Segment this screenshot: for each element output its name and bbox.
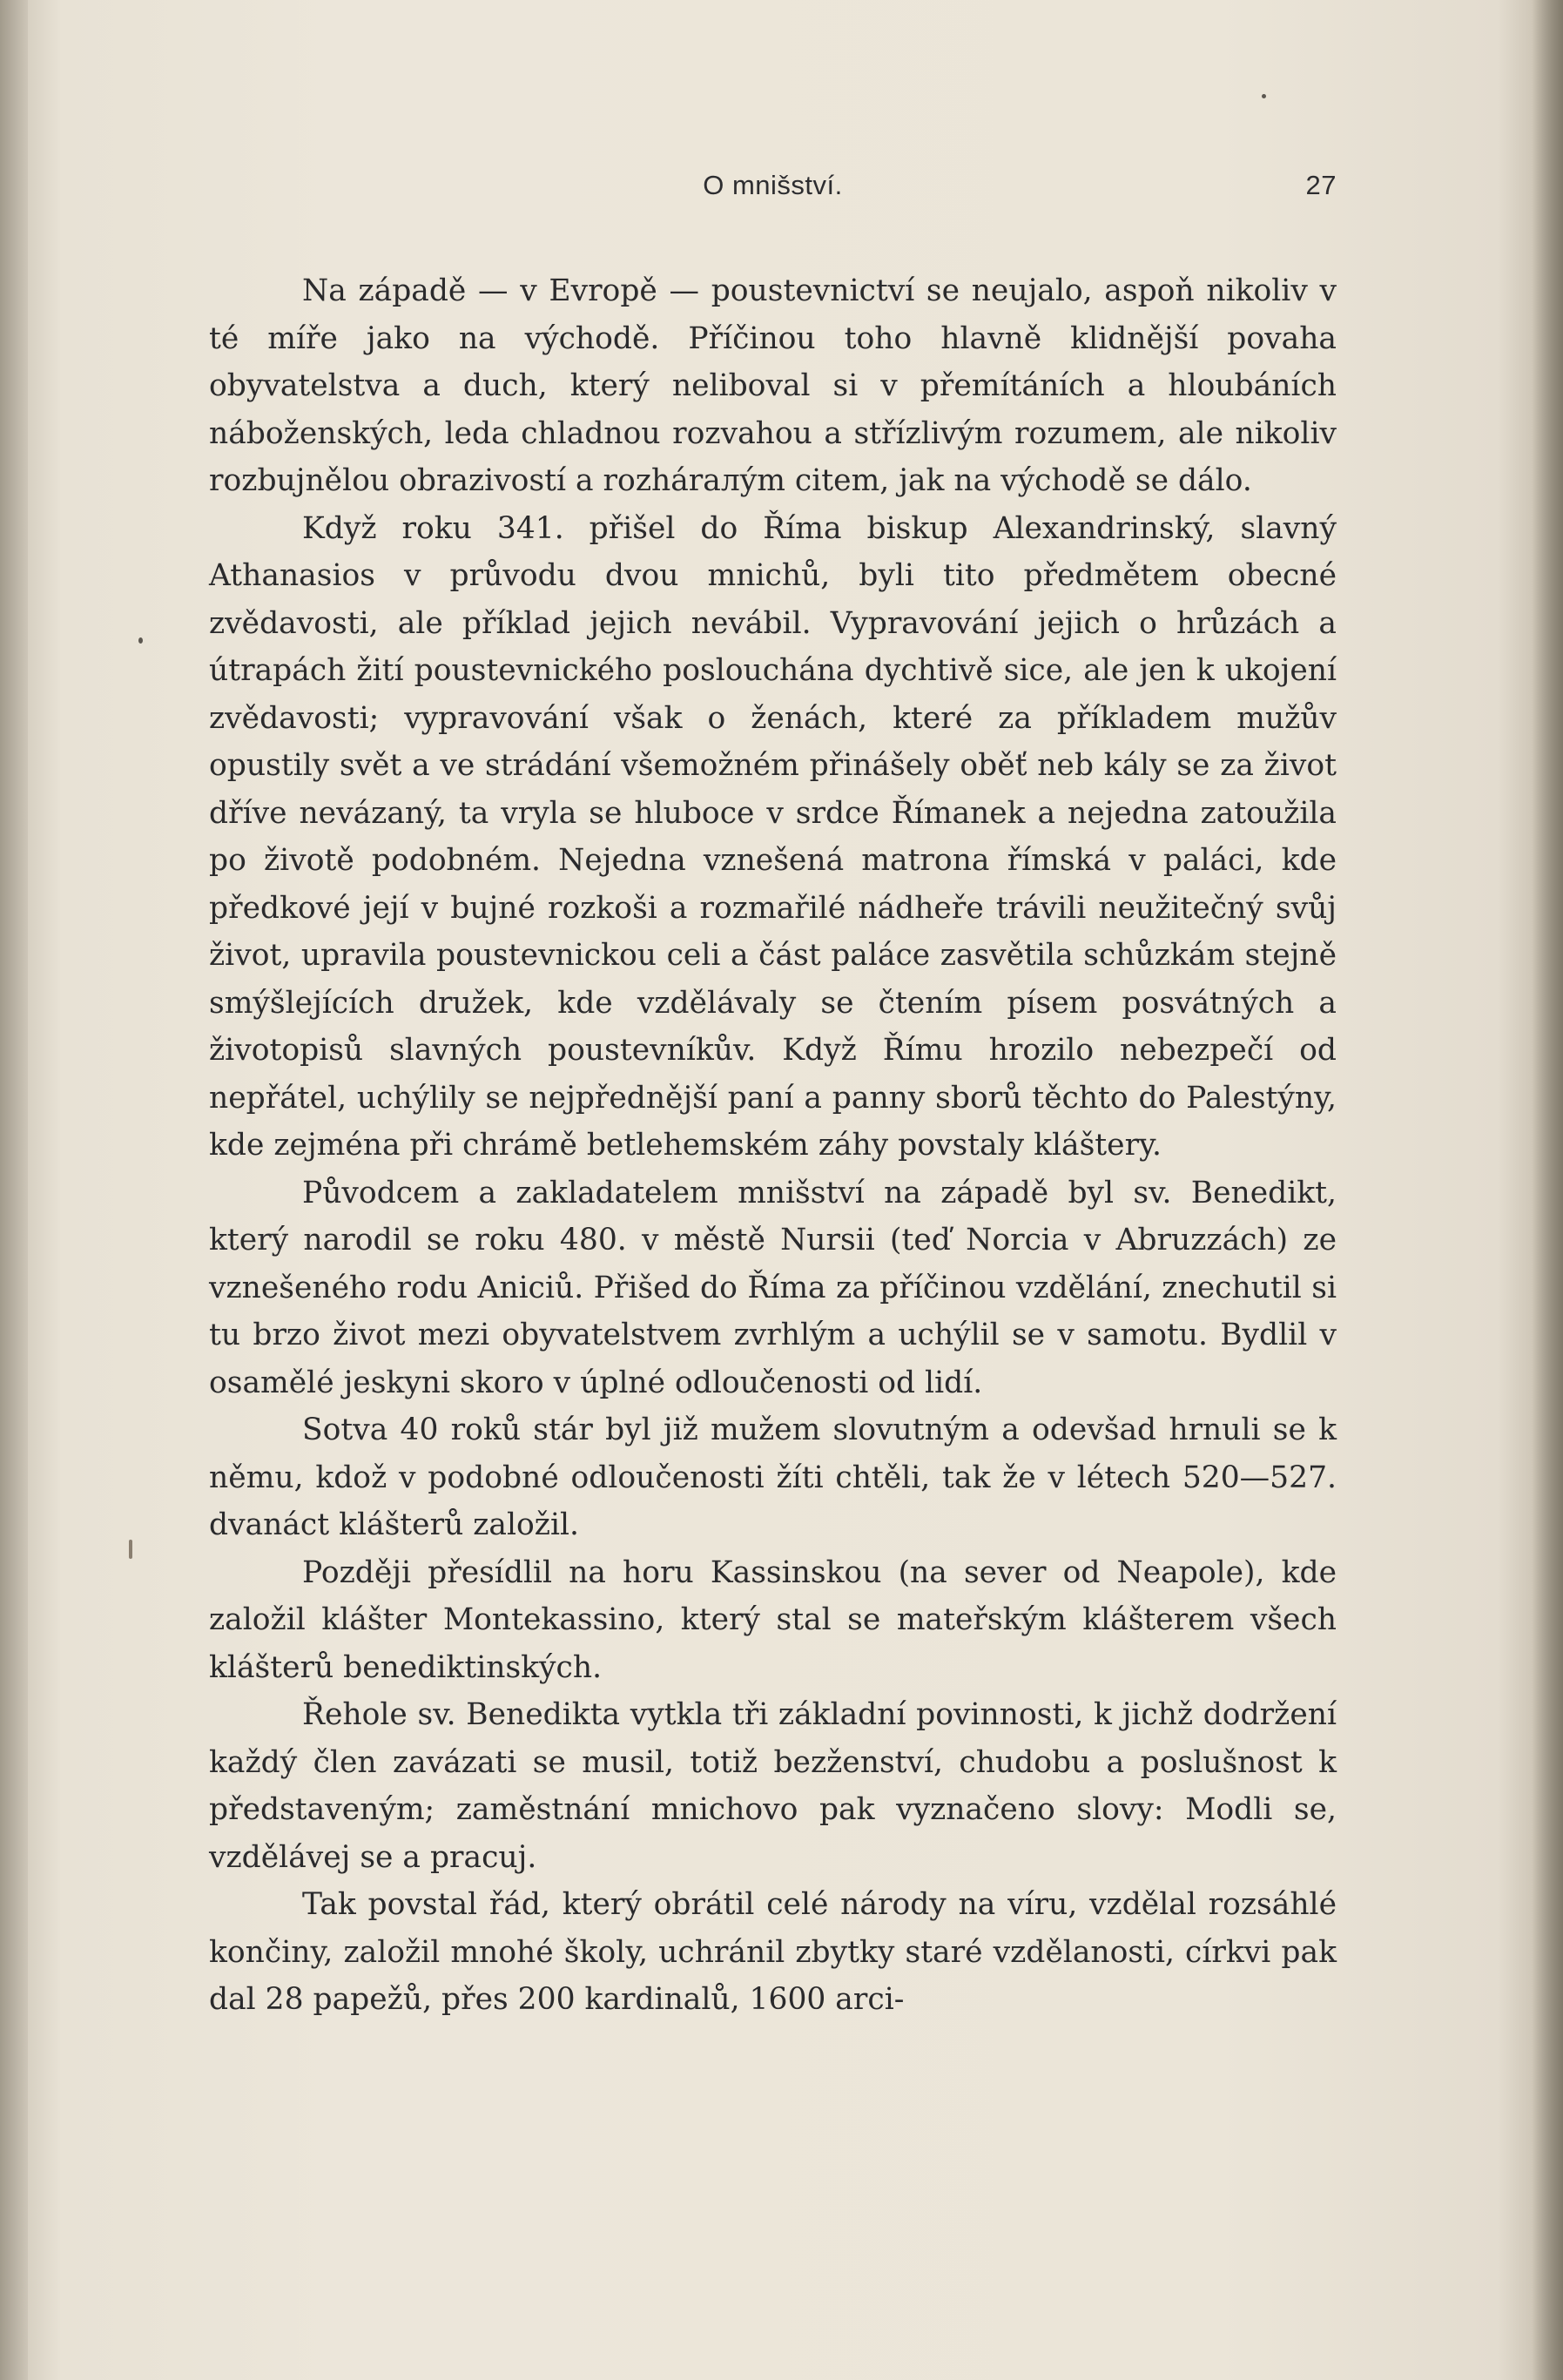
paragraph: Původcem a zakladatelem mnišství na západě byl sv. Benedikt, který narodil se roku 480. v městě Nursii (teď Norcia v Abruzzách) ze vznešeného rodu Aniciů. Přišed do Říma za příčinou vzdělání, znechutil si tu brzo život mezi obyvatelstvem zvrhlým a uchýlil se v samotu. Bydlil v osamělé jeskyni skoro v úplné odloučenosti od lidí. (209, 1175, 1337, 1400)
paragraph: Řehole sv. Benedikta vytkla tři základní povinnosti, k jichž dodržení každý člen zavázati se musil, totiž bezženství, chudobu a poslušnost k představeným; zaměstnání mnichovo pak vyznačeno slovy: Modli se, vzdělávej se a pracuj. (209, 1697, 1337, 1875)
book-page (209, 170, 1337, 2024)
ink-speck (138, 637, 143, 644)
binding-gutter (0, 0, 28, 2380)
paragraph: Sotva 40 roků stár byl již mužem slovutným a odevšad hrnuli se k němu, kdož v podobné odloučenosti žíti chtěli, tak že v létech 520—527. dvanáct klášterů založil. (209, 1412, 1337, 1542)
page-edge-shadow (1532, 0, 1563, 2380)
paragraph: Později přesídlil na horu Kassinskou (na sever od Neapole), kde založil klášter Montekassino, který stal se mateřským klášterem všech klášterů benediktinských. (209, 1554, 1337, 1685)
paragraph: Tak povstal řád, který obrátil celé národy na víru, vzdělal rozsáhlé končiny, založil mnohé školy, uchránil zbytky staré vzdělanosti, církvi pak dal 28 papežů, přes 200 kardinalů, 1600 arci- (209, 1887, 1337, 2017)
paragraph: Na západě — v Evropě — poustevnictví se neujalo, aspoň nikoliv v té míře jako na východě. Příčinou toho hlavně klidnější povaha obyvatelstva a duch, který neliboval si v přemítáních a hloubáních náboženských, leda chladnou rozvahou a střízlivým rozumem, ale nikoliv rozbujnělou obrazivostí a rozhárалým citem, jak na východě se dálo. (209, 273, 1337, 498)
ink-speck (129, 1540, 132, 1559)
body-text (209, 267, 1337, 2024)
page-number: 27 (1305, 170, 1337, 200)
paragraph: Když roku 341. přišel do Říma biskup Alexandrinský, slavný Athanasios v průvodu dvou mnichů, byli tito předmětem obecné zvědavosti, ale příklad jejich nevábil. Vypravování jejich o hrůzách a útrapách žití poustevnického poslouchána dychtivě sice, ale jen k ukojení zvědavosti; vypravování však o ženách, které za příkladem mužův opustily svět a ve strádání všemožném přinášely oběť neb kály se za život dříve nevázaný, ta vryla se hluboce v srdce Římanek a nejedna zatoužila po životě podobném. Nejedna vznešená matrona římská v paláci, kde předkové její v bujné rozkoši a rozmařilé nádheře trávili neužitečný svůj život, upravila poustevnickou celi a část paláce zasvětila schůzkám stejně smýšlejících družek, kde vzdělávaly se čtením písem posvátných a životopisů slavných poustevníkův. Když Římu hrozilo nebezpečí od nepřátel, uchýlily se nejpřednější paní a panny sborů těchto do Palestýny, kde zejména při chrámě betlehemském záhy povstaly kláštery. (209, 510, 1337, 1163)
ink-speck (1262, 94, 1266, 98)
running-head (209, 170, 1337, 213)
chapter-title: O mnišství. (703, 170, 843, 200)
